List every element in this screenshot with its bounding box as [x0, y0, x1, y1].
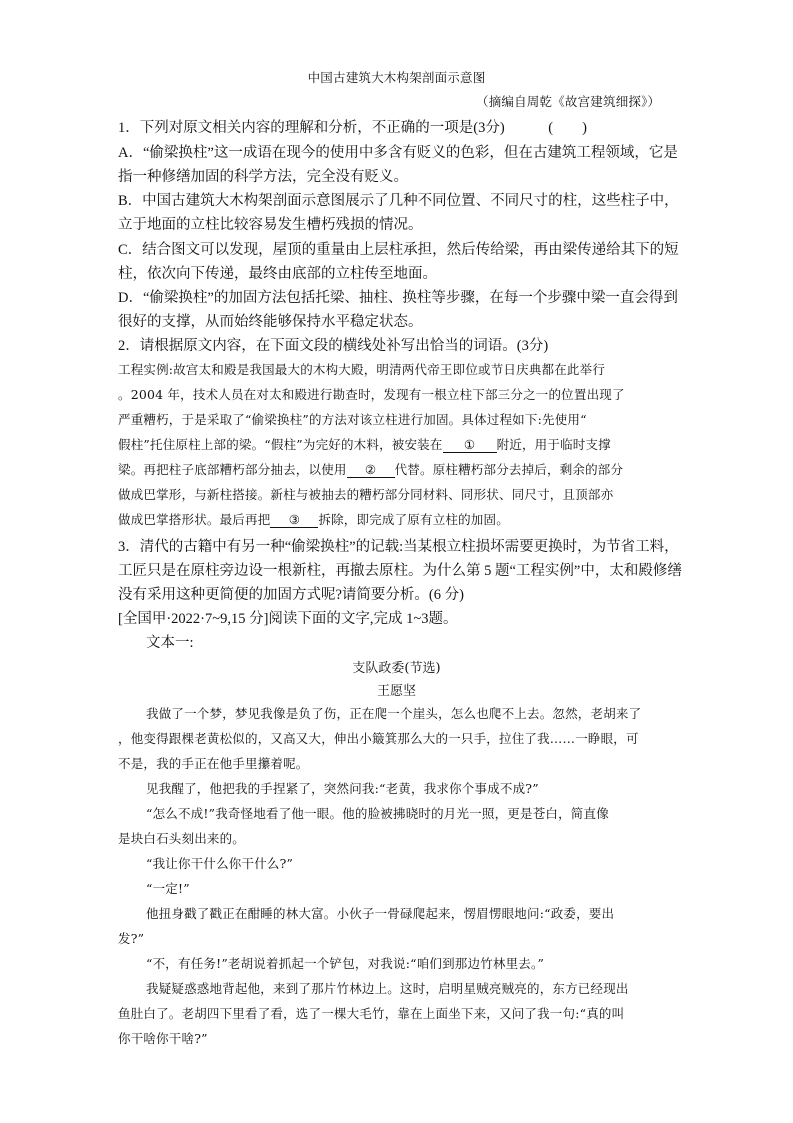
story-line-5: “怎么不成!”我奇怪地看了他一眼。他的脸被拂晓时的月光一照，更是苍白，简直像 [146, 806, 609, 821]
story-line-9: 他扭身戳了戳正在酣睡的林大富。小伙子一骨碌爬起来，愣眉愣眼地问:“政委，要出 [146, 906, 615, 921]
story-line-2: ，他变得跟棵老黄松似的，又高又大，伸出小簸箕那么大的一只手，拉住了我……一睁眼，可 [118, 731, 639, 746]
q2-line7-part2: 拆除，即完成了原有立柱的加固。 [318, 512, 509, 527]
blank-2 [347, 462, 395, 478]
figure-source: （摘编自周乾《故宫建筑细探》） [476, 94, 661, 109]
q2-line4-part2: 附近，用于临时支撑 [496, 437, 611, 452]
story-author: 王愿坚 [376, 684, 416, 699]
q2-passage-line6: 做成巴掌形，与新柱搭接。新柱与被抽去的糟朽部分同材料、同形状、同尺寸，且顶部亦 [118, 487, 614, 502]
q2-line4-part1: 假柱”托住原柱上部的梁。“假柱”为完好的木料，被安装在 [118, 437, 443, 452]
text-one-label: 文本一: [146, 635, 194, 651]
story-line-10: 发?” [118, 931, 145, 946]
q2-line5-part1: 梁。再把柱子底部糟朽部分抽去，以使用 [118, 462, 347, 477]
q2-line7-part1: 做成巴掌搭形状。最后再把 [118, 512, 271, 527]
story-line-11: “不，有任务!”老胡说着抓起一个铲包，对我说:“咱们到那边竹林里去。” [146, 956, 545, 971]
blank-2-marker: ② [364, 462, 377, 477]
story-line-14: 你干啥你干啥?” [118, 1031, 208, 1046]
blank-1 [443, 437, 497, 453]
q1-option-a-line2: 指一种修缮加固的科学方法，完全没有贬义。 [118, 169, 408, 185]
q3-line2: 工匠只是在原柱旁边设一根新柱，再撤去原柱。为什么第 5 题“工程实例”中，太和殿修缮 [118, 563, 682, 579]
q1-answer-bracket: ( ) [548, 120, 587, 136]
q1-option-d-line2: 很好的支撑，从而始终能够保持水平稳定状态。 [118, 314, 423, 330]
q2-stem: 2．请根据原文内容，在下面文段的横线处补写出恰当的词语。(3分) [118, 338, 549, 354]
q2-passage-line4 [118, 435, 611, 453]
story-line-13: 鱼肚白了。老胡四下里看了看，选了一棵大毛竹，靠在上面坐下来，又问了我一句:“真的叫 [118, 1006, 625, 1021]
q1-option-a-line1: A．“偷梁换柱”这一成语在现今的使用中多含有贬义的色彩，但在古建筑工程领域，它是 [118, 145, 678, 161]
q1-option-c-line2: 柱，依次向下传递，最终由底部的立柱传至地面。 [118, 266, 437, 282]
blank-1-marker: ① [463, 437, 476, 452]
figure-caption: 中国古建筑大木构架剖面示意图 [307, 70, 486, 85]
story-title: 支队政委(节选) [352, 661, 441, 676]
story-line-1: 我做了一个梦，梦见我像是负了伤，正在爬一个崖头，怎么也爬不上去。忽然，老胡来了 [146, 706, 642, 721]
story-line-8: “一定!” [146, 881, 190, 896]
blank-3-marker: ③ [288, 512, 301, 527]
q3-line1: 3．清代的古籍中有另一种“偷梁换柱”的记载:当某根立柱损坏需要更换时，为节省工料， [118, 539, 679, 555]
story-line-6: 是块白石头刻出来的。 [118, 831, 246, 846]
q1-option-d-line1: D．“偷梁换柱”的加固方法包括托梁、抽柱、换柱等步骤，在每一个步骤中梁一直会得到 [118, 290, 678, 306]
story-line-12: 我疑疑惑惑地背起他，来到了那片竹林边上。这时，启明星贼亮贼亮的，东方已经现出 [146, 981, 629, 996]
q1-option-b-line1: B．中国古建筑大木构架剖面示意图展示了几种不同位置、不同尺寸的柱，这些柱子中， [118, 193, 679, 209]
q2-passage-line1: 工程实例:故宫太和殿是我国最大的木构大殿，明清两代帝王即位或节日庆典都在此举行 [118, 362, 606, 377]
q2-passage-line7 [118, 510, 509, 528]
q2-passage-line5 [118, 460, 623, 478]
blank-3 [270, 512, 318, 528]
story-line-3: 不是，我的手正在他手里攥着呢。 [118, 756, 309, 771]
q3-line3: 没有采用这种更简便的加固方式呢?请简要分析。(6 分) [118, 587, 464, 603]
q2-line5-part2: 代替。原柱糟朽部分去掉后，剩余的部分 [394, 462, 624, 477]
q1-stem-text: 1．下列对原文相关内容的理解和分析，不正确的一项是(3分) [118, 120, 505, 136]
q1-option-b-line2: 立于地面的立柱比较容易发生槽朽残损的情况。 [118, 217, 423, 233]
story-line-4: 见我醒了，他把我的手捏紧了，突然问我:“老黄，我求你个事成不成?” [146, 781, 539, 796]
q2-passage-line2: 。2004 年，技术人员在对太和殿进行勘查时，发现有一根立柱下部三分之一的位置出现了 [118, 387, 625, 402]
q2-passage-line3: 严重糟朽，于是采取了“偷梁换柱”的方法对该立柱进行加固。具体过程如下:先使用“ [118, 412, 587, 427]
reading-instruction: [全国甲·2022·7~9,15 分]阅读下面的文字,完成 1~3题。 [118, 611, 458, 627]
q1-option-c-line1: C．结合图文可以发现，屋顶的重量由上层柱承担，然后传给梁，再由梁传递给其下的短 [118, 242, 679, 258]
story-line-7: “我让你干什么你干什么?” [146, 856, 294, 871]
question-1-stem [118, 116, 587, 137]
